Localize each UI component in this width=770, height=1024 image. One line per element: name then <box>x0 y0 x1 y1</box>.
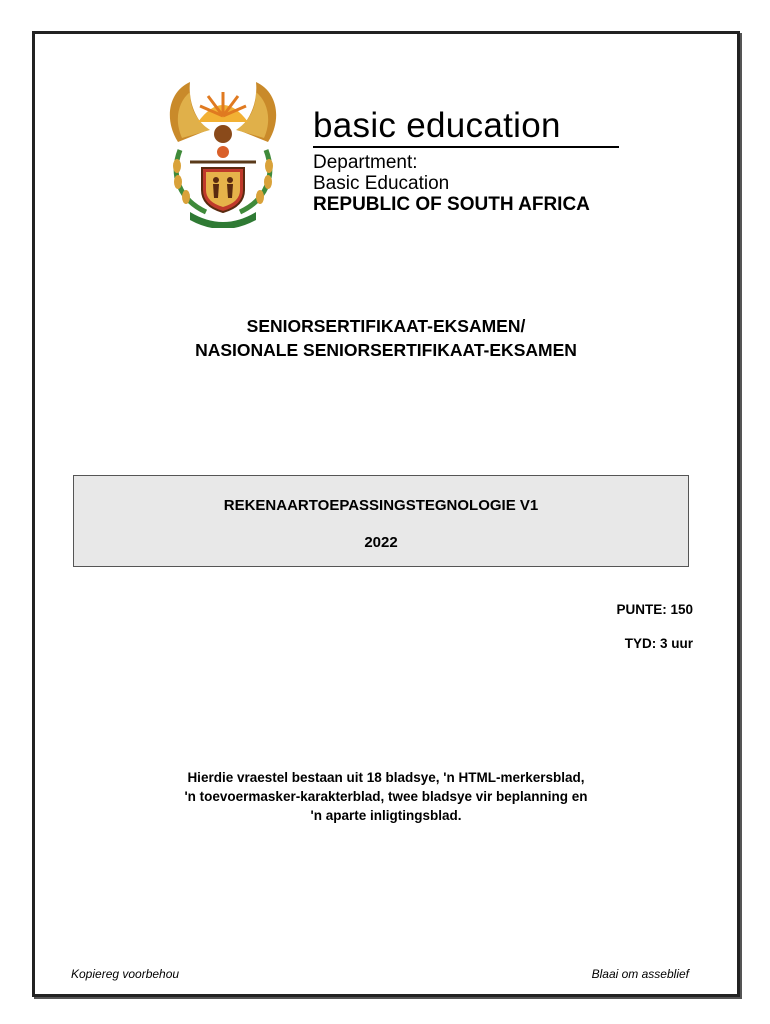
department-brand-title: basic education <box>313 106 561 145</box>
marks-label: PUNTE: 150 <box>616 602 693 617</box>
note-line-2: 'n toevoermasker-karakterblad, twee bladsye vir beplanning en <box>184 789 588 804</box>
department-label: Department: <box>313 152 418 173</box>
note-line-3: 'n aparte inligtingsblad. <box>310 808 462 823</box>
exam-cover-page <box>32 31 740 997</box>
exam-title-line-2: NASIONALE SENIORSERTIFIKAAT-EKSAMEN <box>195 340 577 360</box>
time-label: TYD: 3 uur <box>624 636 693 651</box>
paper-contents-note <box>35 768 737 825</box>
turn-over-footer: Blaai om asseblief <box>591 967 689 981</box>
exam-title-line-1: SENIORSERTIFIKAAT-EKSAMEN/ <box>246 316 526 336</box>
subject-box <box>73 475 689 567</box>
country-name: REPUBLIC OF SOUTH AFRICA <box>313 194 590 215</box>
brand-divider <box>313 146 619 148</box>
note-line-1: Hierdie vraestel bestaan uit 18 bladsye, 'n HTML-merkersblad, <box>187 770 585 785</box>
department-name: Basic Education <box>313 173 450 194</box>
coat-of-arms-icon <box>160 80 286 228</box>
subject-name: REKENAARTOEPASSINGSTEGNOLOGIE V1 <box>223 497 539 514</box>
copyright-footer: Kopiereg voorbehou <box>71 967 180 981</box>
exam-year: 2022 <box>364 534 398 551</box>
